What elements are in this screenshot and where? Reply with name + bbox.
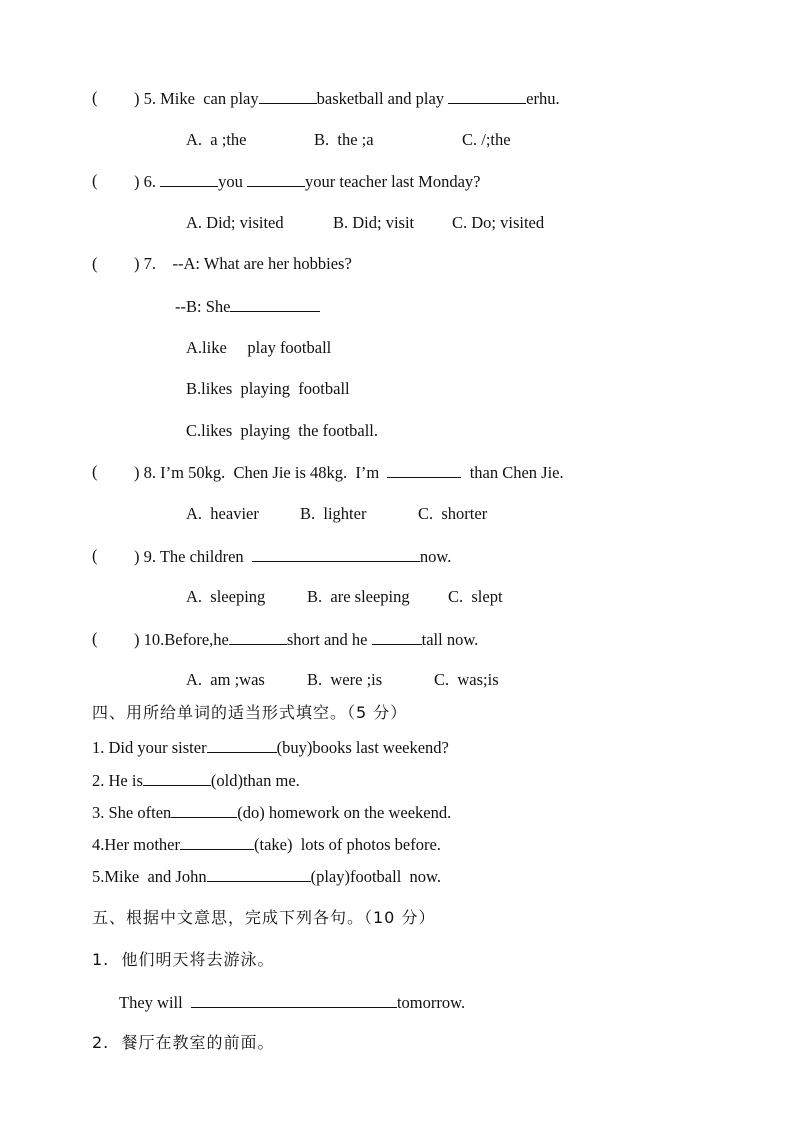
option-a: A. a ;the [186, 130, 247, 149]
option-b: B. lighter [300, 504, 367, 523]
question-5-part2: basketball and play [316, 89, 449, 108]
question-7-num: 7. [143, 254, 156, 273]
question-7-a-line: --A: What are her hobbies? [172, 254, 352, 273]
blank[interactable] [252, 546, 420, 562]
fill-item-2: 2. He is (old)than me. [92, 771, 300, 790]
option-b: B. were ;is [307, 670, 383, 689]
question-6-part2: you [218, 172, 247, 191]
answer-paren-open: ( [92, 171, 98, 190]
answer-paren-open: ( [92, 462, 98, 481]
option-b: B.likes playing football [186, 379, 350, 398]
option-a: A.like play football [186, 338, 332, 357]
question-5-part3: erhu. [526, 89, 560, 108]
blank[interactable] [448, 88, 526, 104]
blank[interactable] [207, 737, 277, 753]
blank[interactable] [372, 629, 422, 645]
question-9-text [134, 546, 451, 567]
question-5-part1: 5. Mike can play [143, 89, 259, 108]
option-a: A. heavier [186, 504, 259, 523]
answer-paren-close: ) [134, 172, 140, 191]
option-a: A. Did; visited [186, 213, 284, 232]
answer-paren-open: ( [92, 546, 98, 565]
option-b: B. the ;a [314, 130, 374, 149]
option-c: C. slept [448, 587, 503, 606]
blank[interactable] [191, 992, 397, 1008]
question-5-text [134, 88, 560, 109]
question-7-b-line: --B: She [175, 296, 320, 317]
option-b: B. are sleeping [307, 587, 410, 606]
answer-paren-close: ) [134, 254, 140, 273]
answer-paren-open: ( [92, 629, 98, 648]
answer-paren-close: ) [134, 547, 140, 566]
answer-paren-open: ( [92, 254, 98, 273]
question-8-text [134, 462, 564, 483]
blank[interactable] [160, 171, 218, 187]
question-8-part1: 8. I’m 50kg. Chen Jie is 48kg. I’m [143, 463, 388, 482]
blank[interactable] [387, 462, 461, 478]
fill-item-5: 5.Mike and John (play)football now. [92, 867, 442, 886]
option-b: B. Did; visit [333, 213, 415, 232]
question-6-num: 6. [143, 172, 161, 191]
question-7-text [134, 254, 352, 274]
option-c: C.likes playing the football. [186, 421, 379, 440]
option-c: C. Do; visited [452, 213, 545, 232]
question-10-part1: 10.Before,he [143, 630, 229, 649]
translation-2-chinese: 2. 餐厅在教室的前面。 [92, 1033, 275, 1052]
question-8-part2: than Chen Jie. [461, 463, 564, 482]
fill-item-1: 1. Did your sister (buy)books last weekend? [92, 738, 449, 757]
blank[interactable] [247, 171, 305, 187]
option-c: C. /;the [462, 130, 511, 149]
answer-paren-close: ) [134, 463, 140, 482]
blank[interactable] [207, 866, 311, 882]
question-6-part3: your teacher last Monday? [305, 172, 481, 191]
question-10-part2: short and he [286, 630, 372, 649]
question-6-text [134, 171, 480, 192]
fill-item-3: 3. She often (do) homework on the weekend. [92, 803, 452, 822]
blank[interactable] [143, 770, 211, 786]
option-c: C. shorter [418, 504, 488, 523]
question-9-part2: now. [419, 547, 452, 566]
blank[interactable] [171, 802, 237, 818]
section-5-heading: 五、根据中文意思，完成下列各句。（10 分） [92, 908, 436, 927]
answer-paren-open: ( [92, 88, 98, 107]
answer-paren-close: ) [134, 89, 140, 108]
question-9-part1: 9. The children [143, 547, 252, 566]
option-a: A. sleeping [186, 587, 266, 606]
section-4-heading: 四、用所给单词的适当形式填空。（5 分） [92, 703, 408, 722]
question-10-part3: tall now. [421, 630, 479, 649]
blank[interactable] [259, 88, 317, 104]
option-c: C. was;is [434, 670, 499, 689]
blank[interactable] [180, 834, 254, 850]
fill-item-4: 4.Her mother (take) lots of photos before. [92, 835, 441, 854]
option-a: A. am ;was [186, 670, 265, 689]
blank[interactable] [229, 629, 287, 645]
question-10-text [134, 629, 478, 650]
translation-1-english: They will tomorrow. [119, 993, 466, 1012]
translation-1-chinese: 1. 他们明天将去游泳。 [92, 950, 275, 969]
answer-paren-close: ) [134, 630, 140, 649]
blank[interactable] [230, 296, 320, 312]
